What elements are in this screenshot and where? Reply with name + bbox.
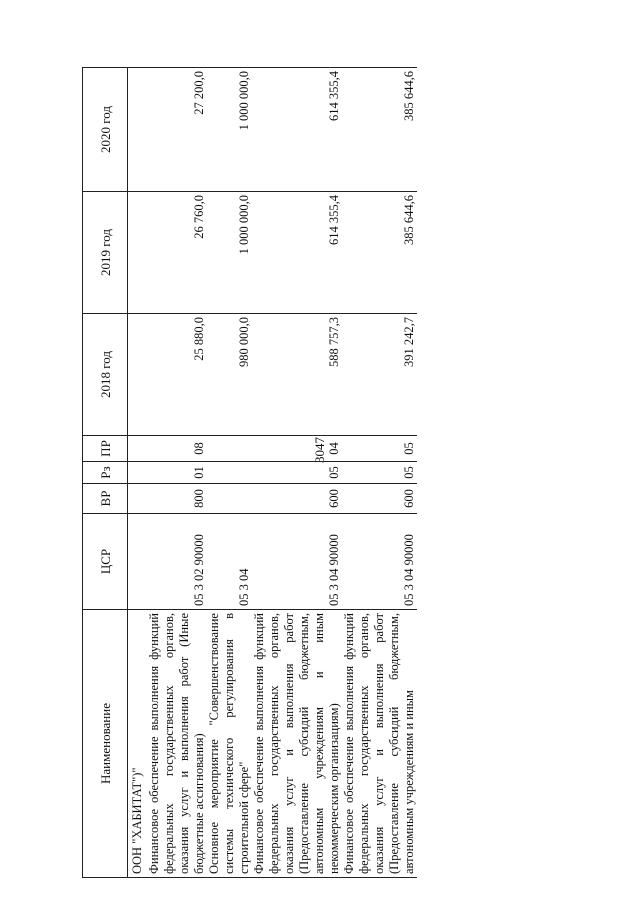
row-name: Основное мероприятие "Совершенствование системы технического регулирования в строительной сфере" xyxy=(207,610,252,878)
row-pr: 05 xyxy=(342,436,417,462)
header-2019: 2019 год xyxy=(83,192,128,314)
row-csr: 05 3 02 90000 xyxy=(147,514,207,610)
table-row xyxy=(147,68,207,878)
row-pr xyxy=(207,436,252,462)
row-2018: 980 000,0 xyxy=(207,314,252,436)
row-name: Финансовое обеспечение выполнения функций федеральных государственных органов, оказания услуг и выполнения работ (Предоставление субсидий бюджетным, автономным учреждениям и иным xyxy=(342,610,417,878)
row-2020: 385 644,6 xyxy=(342,68,417,192)
table-row xyxy=(252,68,342,878)
header-2018: 2018 год xyxy=(83,314,128,436)
row-2019: 385 644,6 xyxy=(342,192,417,314)
header-pr: ПР xyxy=(83,436,128,462)
row-name: Финансовое обеспечение выполнения функций федеральных государственных органов, оказания услуг и выполнения работ (Иные бюджетные ассигнования) xyxy=(147,610,207,878)
row-2019: 614 355,4 xyxy=(252,192,342,314)
row-vr xyxy=(207,484,252,514)
row-name: Финансовое обеспечение выполнения функций федеральных государственных органов, оказания услуг и выполнения работ (Предоставление субсидий бюджетным, автономным учреждениям и иным некоммерческим организациям) xyxy=(252,610,342,878)
row-2019: 1 000 000,0 xyxy=(207,192,252,314)
row-2019: 26 760,0 xyxy=(147,192,207,314)
row-pr: 04 xyxy=(252,436,342,462)
row-pr: 08 xyxy=(147,436,207,462)
page-number: 3047 xyxy=(312,437,327,463)
header-name: Наименование xyxy=(83,610,128,878)
row-2018: 588 757,3 xyxy=(252,314,342,436)
header-row xyxy=(83,68,128,878)
header-csr: ЦСР xyxy=(83,514,128,610)
table-row xyxy=(342,68,417,878)
row-2018: 25 880,0 xyxy=(147,314,207,436)
row-rz: 05 xyxy=(342,462,417,484)
row-vr: 800 xyxy=(147,484,207,514)
header-rz: Рз xyxy=(83,462,128,484)
row-2018: 391 242,7 xyxy=(342,314,417,436)
row-2020: 1 000 000,0 xyxy=(207,68,252,192)
header-vr: ВР xyxy=(83,484,128,514)
rotated-table-container xyxy=(82,68,592,878)
row-2020: 614 355,4 xyxy=(252,68,342,192)
budget-table xyxy=(82,67,417,878)
row-csr: 05 3 04 xyxy=(207,514,252,610)
table-row xyxy=(207,68,252,878)
header-2020: 2020 год xyxy=(83,68,128,192)
row-vr: 600 xyxy=(342,484,417,514)
row-rz: 01 xyxy=(147,462,207,484)
row-rz: 05 xyxy=(252,462,342,484)
table-row xyxy=(128,68,148,878)
row-rz xyxy=(207,462,252,484)
row-csr: 05 3 04 90000 xyxy=(342,514,417,610)
row-vr: 600 xyxy=(252,484,342,514)
row-csr: 05 3 04 90000 xyxy=(252,514,342,610)
row-2020: 27 200,0 xyxy=(147,68,207,192)
org-name-cell: ООН "ХАБИТАТ")" xyxy=(128,610,148,878)
